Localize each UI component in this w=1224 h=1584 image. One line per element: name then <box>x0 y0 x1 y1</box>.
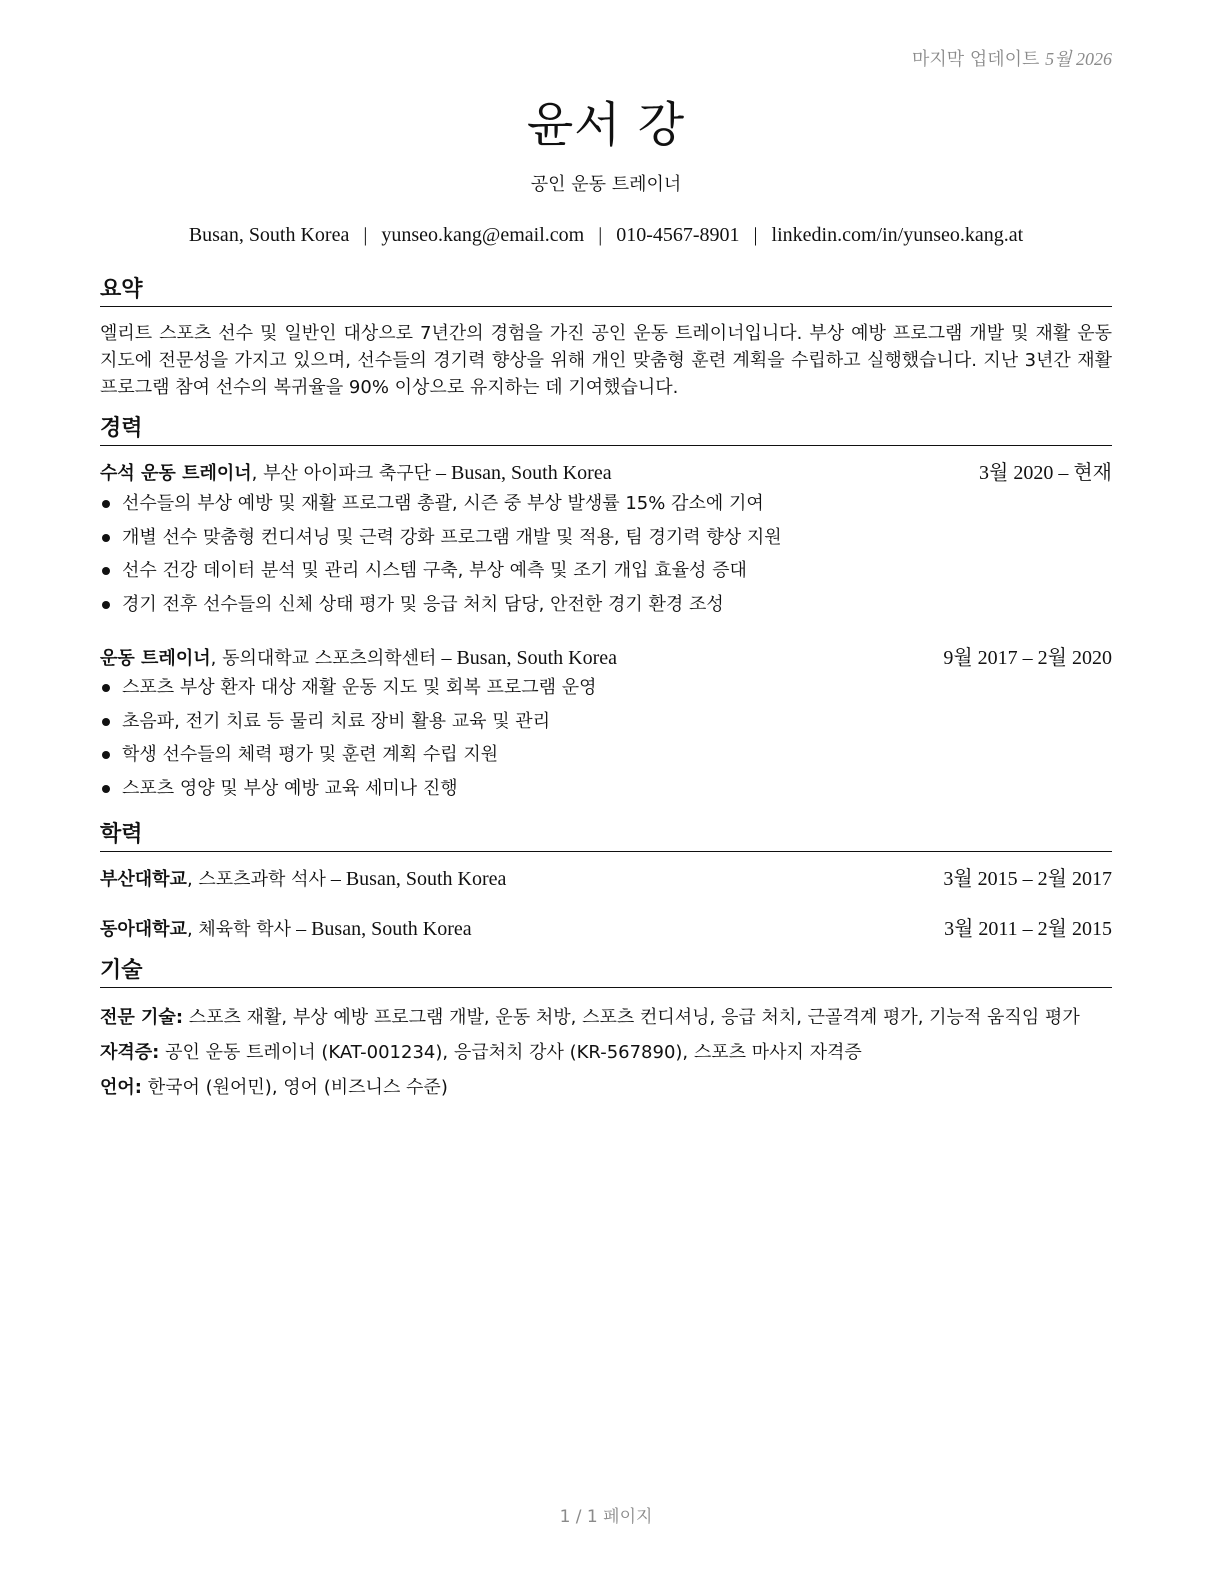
last-updated-date: 5월 2026 <box>1045 49 1112 69</box>
section-title-education: 학력 <box>100 821 1112 852</box>
resume-page <box>100 0 1112 1584</box>
list-item: 개별 선수 맞춤형 컨디셔닝 및 근력 강화 프로그램 개발 및 적용, 팀 경기력 향상 지원 <box>100 521 1112 555</box>
section-title-skills: 기술 <box>100 957 1112 988</box>
school-name: 부산대학교 <box>100 869 187 890</box>
section-title-summary: 요약 <box>100 276 1112 307</box>
contact-separator: | <box>363 224 368 246</box>
bullet-icon <box>102 751 110 759</box>
certifications-value: 공인 운동 트레이너 (KAT-001234), 응급처치 강사 (KR-567890), 스포츠 마사지 자격증 <box>165 1042 862 1063</box>
education-location: – Busan, South Korea <box>330 868 507 890</box>
job-title: 공인 운동 트레이너 <box>530 174 682 195</box>
person-name: 윤서 강 <box>526 97 686 153</box>
job-dates: 9월 2017 – 2월 2020 <box>943 647 1112 669</box>
education-dates: 3월 2015 – 2월 2017 <box>943 868 1112 890</box>
skills-row <box>100 1000 1112 1035</box>
contact-location: Busan, South Korea <box>188 224 350 246</box>
job-bullets <box>100 487 1112 621</box>
contact-separator: | <box>753 224 758 246</box>
list-item: 스포츠 영양 및 부상 예방 교육 세미나 진행 <box>100 772 1112 806</box>
job-location: – Busan, South Korea <box>441 647 617 669</box>
job-dates: 3월 2020 – 현재 <box>979 462 1112 484</box>
job-org: 부산 아이파크 축구단 <box>263 463 432 484</box>
job-position: 운동 트레이너 <box>100 648 211 669</box>
bullet-icon <box>102 718 110 726</box>
job-position: 수석 운동 트레이너 <box>100 463 252 484</box>
bullet-icon <box>102 567 110 575</box>
list-item: 스포츠 부상 환자 대상 재활 운동 지도 및 회복 프로그램 운영 <box>100 671 1112 705</box>
bullet-icon <box>102 534 110 542</box>
bullet-icon <box>102 601 110 609</box>
page-number: 1 / 1 페이지 <box>559 1507 653 1527</box>
job-bullets <box>100 671 1112 805</box>
certifications-row <box>100 1035 1112 1070</box>
bullet-icon <box>102 684 110 692</box>
list-item: 선수들의 부상 예방 및 재활 프로그램 총괄, 시즌 중 부상 발생률 15% 감소에 기여 <box>100 487 1112 521</box>
job-header: 운동 트레이너, 동의대학교 스포츠의학센터 – Busan, South Korea 9월 2017 – 2월 2020 <box>100 647 1112 669</box>
section-title-experience: 경력 <box>100 415 1112 446</box>
summary-text: 엘리트 스포츠 선수 및 일반인 대상으로 7년간의 경험을 가진 공인 운동 트레이너입니다. 부상 예방 프로그램 개발 및 재활 운동 지도에 전문성을 가지고 있으며, 선수들의 경기력 향상을 위해 개인 맞춤형 훈련 계획을 수립하고 실행했습니다. 지난 3년간 재활 프로그램 참여 선수의 복귀율을 90% 이상으로 유지하는 데 기여했습니다. <box>100 323 1112 398</box>
list-item: 학생 선수들의 체력 평가 및 훈련 계획 수립 지원 <box>100 738 1112 772</box>
contact-email[interactable]: yunseo.kang@email.com <box>381 224 585 246</box>
education-item: 동아대학교, 체육학 학사 – Busan, South Korea 3월 2011 – 2월 2015 <box>100 918 1112 940</box>
education-location: – Busan, South Korea <box>296 918 472 940</box>
job-org: 동의대학교 스포츠의학센터 <box>222 648 437 669</box>
school-name: 동아대학교 <box>100 919 187 940</box>
contact-line <box>100 224 1112 247</box>
education-item: 부산대학교, 스포츠과학 석사 – Busan, South Korea 3월 2015 – 2월 2017 <box>100 868 1112 890</box>
languages-value: 한국어 (원어민), 영어 (비즈니스 수준) <box>147 1077 448 1098</box>
degree: 체육학 학사 <box>198 919 292 940</box>
list-item: 초음파, 전기 치료 등 물리 치료 장비 활용 교육 및 관리 <box>100 705 1112 739</box>
bullet-icon <box>102 785 110 793</box>
degree: 스포츠과학 석사 <box>198 869 326 890</box>
skills-label: 전문 기술: <box>100 1007 184 1028</box>
job-location: – Busan, South Korea <box>436 462 612 484</box>
languages-label: 언어: <box>100 1077 142 1098</box>
contact-separator: | <box>598 224 603 246</box>
contact-phone: 010-4567-8901 <box>616 224 740 246</box>
job-header: 수석 운동 트레이너, 부산 아이파크 축구단 – Busan, South Korea 3월 2020 – 현재 <box>100 462 1112 484</box>
certifications-label: 자격증: <box>100 1042 160 1063</box>
bullet-icon <box>102 500 110 508</box>
languages-row <box>100 1070 1112 1105</box>
contact-linkedin[interactable]: linkedin.com/in/yunseo.kang.at <box>771 224 1024 246</box>
list-item: 선수 건강 데이터 분석 및 관리 시스템 구축, 부상 예측 및 조기 개입 효율성 증대 <box>100 554 1112 588</box>
skills-value: 스포츠 재활, 부상 예방 프로그램 개발, 운동 처방, 스포츠 컨디셔닝, 응급 처치, 근골격계 평가, 기능적 움직임 평가 <box>188 1007 1080 1028</box>
education-dates: 3월 2011 – 2월 2015 <box>944 918 1112 940</box>
last-updated <box>912 45 1112 71</box>
last-updated-label: 마지막 업데이트 <box>911 49 1040 70</box>
list-item: 경기 전후 선수들의 신체 상태 평가 및 응급 처치 담당, 안전한 경기 환경 조성 <box>100 588 1112 622</box>
skills-block <box>100 1000 1112 1105</box>
